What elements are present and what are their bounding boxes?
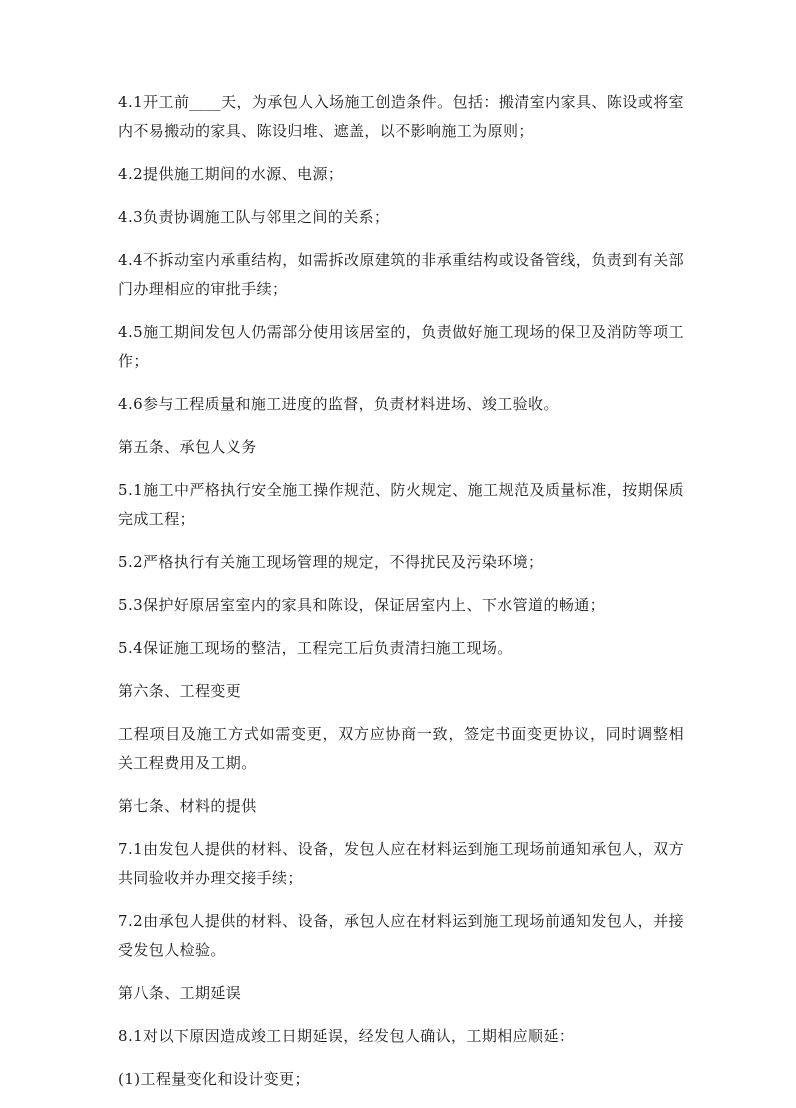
clause-4-2: 4.2提供施工期间的水源、电源； <box>118 165 344 183</box>
clause-5-2: 5.2严格执行有关施工现场管理的规定，不得扰民及污染环境； <box>118 553 544 571</box>
clause-5-3: 5.3保护好原居室室内的家具和陈设，保证居室内上、下水管道的畅通； <box>118 596 606 614</box>
clause-8-1: 8.1对以下原因造成竣工日期延误，经发包人确认，工期相应顺延： <box>118 1027 575 1045</box>
clause-6-body: 工程项目及施工方式如需变更，双方应协商一致，签定书面变更协议，同时调整相关工程费用及工期。 <box>118 725 684 772</box>
section-heading-7: 第七条、材料的提供 <box>118 797 257 815</box>
document-body <box>118 88 684 1108</box>
clause-5-4: 5.4保证施工现场的整洁，工程完工后负责清扫施工现场。 <box>118 639 513 657</box>
clause-7-1: 7.1由发包人提供的材料、设备，发包人应在材料运到施工现场前通知承包人，双方共同验收并办理交接手续； <box>118 840 684 887</box>
clause-4-1: 4.1开工前____天，为承包人入场施工创造条件。包括：搬清室内家具、陈设或将室内不易搬动的家具、陈设归堆、遮盖，以不影响施工为原则； <box>118 93 684 140</box>
clause-4-6: 4.6参与工程质量和施工进度的监督，负责材料进场、竣工验收。 <box>118 395 559 413</box>
section-heading-6: 第六条、工程变更 <box>118 682 242 700</box>
clause-8-1-item-1: (1)工程量变化和设计变更； <box>118 1070 310 1088</box>
clause-7-2: 7.2由承包人提供的材料、设备，承包人应在材料运到施工现场前通知发包人，并接受发包人检验。 <box>118 912 684 959</box>
clause-4-5: 4.5施工期间发包人仍需部分使用该居室的，负责做好施工现场的保卫及消防等项工作； <box>118 323 684 370</box>
section-heading-8: 第八条、工期延误 <box>118 984 242 1002</box>
clause-4-4: 4.4不拆动室内承重结构，如需拆改原建筑的非承重结构或设备管线，负责到有关部门办理相应的审批手续； <box>118 251 684 298</box>
clause-5-1: 5.1施工中严格执行安全施工操作规范、防火规定、施工规范及质量标准，按期保质完成工程； <box>118 481 684 528</box>
clause-4-3: 4.3负责协调施工队与邻里之间的关系； <box>118 208 390 226</box>
section-heading-5: 第五条、承包人义务 <box>118 438 257 456</box>
